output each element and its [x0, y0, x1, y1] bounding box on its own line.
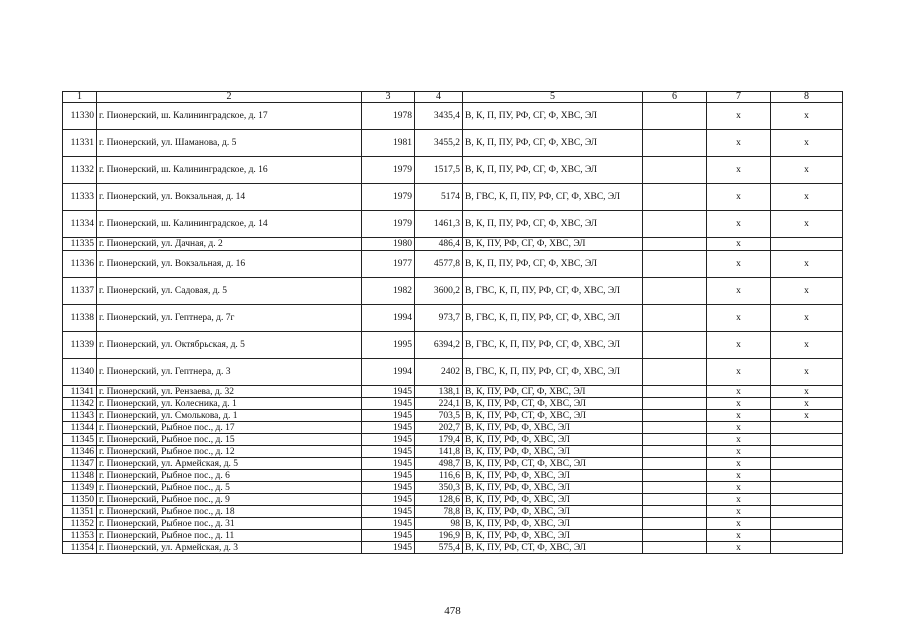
area-cell: 350,3	[415, 482, 463, 494]
year-cell: 1945	[362, 482, 415, 494]
address-cell: г. Пионерский, Рыбное пос., д. 15	[97, 434, 362, 446]
services-cell: В, К, ПУ, РФ, Ф, ХВС, ЭЛ	[463, 422, 643, 434]
address-cell: г. Пионерский, ул. Армейская, д. 5	[97, 458, 362, 470]
column-6-cell	[643, 359, 707, 386]
services-cell: В, К, П, ПУ, РФ, СГ, Ф, ХВС, ЭЛ	[463, 103, 643, 130]
row-id-cell: 11344	[63, 422, 97, 434]
table-row	[63, 422, 843, 434]
area-cell: 128,6	[415, 494, 463, 506]
address-cell: г. Пионерский, Рыбное пос., д. 17	[97, 422, 362, 434]
column-6-cell	[643, 305, 707, 332]
column-8-cell: х	[771, 398, 843, 410]
area-cell: 575,4	[415, 542, 463, 554]
address-cell: г. Пионерский, Рыбное пос., д. 31	[97, 518, 362, 530]
area-cell: 78,8	[415, 506, 463, 518]
services-cell: В, К, ПУ, РФ, Ф, ХВС, ЭЛ	[463, 518, 643, 530]
header-cell: 6	[643, 92, 707, 103]
table-row	[63, 184, 843, 211]
column-6-cell	[643, 398, 707, 410]
column-7-cell: х	[707, 238, 771, 251]
table-row	[63, 386, 843, 398]
area-cell: 138,1	[415, 386, 463, 398]
column-7-cell: х	[707, 211, 771, 238]
column-8-cell: х	[771, 251, 843, 278]
column-7-cell: х	[707, 458, 771, 470]
address-cell: г. Пионерский, ул. Садовая, д. 5	[97, 278, 362, 305]
column-7-cell: х	[707, 530, 771, 542]
row-id-cell: 11347	[63, 458, 97, 470]
column-6-cell	[643, 530, 707, 542]
row-id-cell: 11341	[63, 386, 97, 398]
table-row	[63, 542, 843, 554]
column-7-cell: х	[707, 482, 771, 494]
year-cell: 1994	[362, 305, 415, 332]
register-table	[62, 91, 843, 554]
row-id-cell: 11334	[63, 211, 97, 238]
table-row	[63, 518, 843, 530]
header-cell: 1	[63, 92, 97, 103]
area-cell: 1461,3	[415, 211, 463, 238]
area-cell: 4577,8	[415, 251, 463, 278]
column-6-cell	[643, 386, 707, 398]
services-cell: В, К, ПУ, РФ, СГ, Ф, ХВС, ЭЛ	[463, 386, 643, 398]
column-6-cell	[643, 434, 707, 446]
column-8-cell: х	[771, 410, 843, 422]
header-cell: 7	[707, 92, 771, 103]
column-7-cell: х	[707, 157, 771, 184]
address-cell: г. Пионерский, ул. Смолькова, д. 1	[97, 410, 362, 422]
year-cell: 1994	[362, 359, 415, 386]
table-row	[63, 359, 843, 386]
services-cell: В, К, ПУ, РФ, СТ, Ф, ХВС, ЭЛ	[463, 542, 643, 554]
address-cell: г. Пионерский, Рыбное пос., д. 11	[97, 530, 362, 542]
row-id-cell: 11352	[63, 518, 97, 530]
column-8-cell	[771, 238, 843, 251]
address-cell: г. Пионерский, ш. Калининградское, д. 17	[97, 103, 362, 130]
services-cell: В, ГВС, К, П, ПУ, РФ, СГ, Ф, ХВС, ЭЛ	[463, 305, 643, 332]
services-cell: В, К, П, ПУ, РФ, СГ, Ф, ХВС, ЭЛ	[463, 211, 643, 238]
row-id-cell: 11335	[63, 238, 97, 251]
services-cell: В, К, ПУ, РФ, Ф, ХВС, ЭЛ	[463, 446, 643, 458]
area-cell: 116,6	[415, 470, 463, 482]
header-cell: 5	[463, 92, 643, 103]
year-cell: 1945	[362, 506, 415, 518]
table-row	[63, 506, 843, 518]
column-8-cell	[771, 422, 843, 434]
address-cell: г. Пионерский, ш. Калининградское, д. 14	[97, 211, 362, 238]
row-id-cell: 11346	[63, 446, 97, 458]
services-cell: В, К, П, ПУ, РФ, СГ, Ф, ХВС, ЭЛ	[463, 157, 643, 184]
table-row	[63, 470, 843, 482]
address-cell: г. Пионерский, ш. Калининградское, д. 16	[97, 157, 362, 184]
area-cell: 224,1	[415, 398, 463, 410]
address-cell: г. Пионерский, ул. Колесника, д. 1	[97, 398, 362, 410]
row-id-cell: 11343	[63, 410, 97, 422]
column-6-cell	[643, 332, 707, 359]
table-row	[63, 530, 843, 542]
column-6-cell	[643, 506, 707, 518]
address-cell: г. Пионерский, ул. Октябрьская, д. 5	[97, 332, 362, 359]
row-id-cell: 11332	[63, 157, 97, 184]
column-7-cell: х	[707, 434, 771, 446]
services-cell: В, К, ПУ, РФ, Ф, ХВС, ЭЛ	[463, 506, 643, 518]
year-cell: 1982	[362, 278, 415, 305]
column-8-cell	[771, 458, 843, 470]
year-cell: 1945	[362, 542, 415, 554]
row-id-cell: 11339	[63, 332, 97, 359]
row-id-cell: 11336	[63, 251, 97, 278]
column-8-cell	[771, 470, 843, 482]
services-cell: В, ГВС, К, П, ПУ, РФ, СГ, Ф, ХВС, ЭЛ	[463, 278, 643, 305]
row-id-cell: 11349	[63, 482, 97, 494]
year-cell: 1945	[362, 410, 415, 422]
row-id-cell: 11338	[63, 305, 97, 332]
area-cell: 98	[415, 518, 463, 530]
area-cell: 5174	[415, 184, 463, 211]
table-row	[63, 130, 843, 157]
column-7-cell: х	[707, 506, 771, 518]
year-cell: 1945	[362, 458, 415, 470]
services-cell: В, К, П, ПУ, РФ, СГ, Ф, ХВС, ЭЛ	[463, 130, 643, 157]
area-cell: 141,8	[415, 446, 463, 458]
column-6-cell	[643, 446, 707, 458]
table-row	[63, 458, 843, 470]
header-cell: 8	[771, 92, 843, 103]
row-id-cell: 11350	[63, 494, 97, 506]
column-6-cell	[643, 470, 707, 482]
services-cell: В, К, ПУ, РФ, СГ, Ф, ХВС, ЭЛ	[463, 238, 643, 251]
area-cell: 179,4	[415, 434, 463, 446]
area-cell: 703,5	[415, 410, 463, 422]
area-cell: 973,7	[415, 305, 463, 332]
row-id-cell: 11340	[63, 359, 97, 386]
row-id-cell: 11345	[63, 434, 97, 446]
services-cell: В, ГВС, К, П, ПУ, РФ, СГ, Ф, ХВС, ЭЛ	[463, 359, 643, 386]
column-8-cell	[771, 506, 843, 518]
row-id-cell: 11348	[63, 470, 97, 482]
column-6-cell	[643, 251, 707, 278]
area-cell: 486,4	[415, 238, 463, 251]
column-7-cell: х	[707, 542, 771, 554]
area-cell: 2402	[415, 359, 463, 386]
column-7-cell: х	[707, 359, 771, 386]
page-number: 478	[444, 605, 461, 617]
services-cell: В, К, ПУ, РФ, Ф, ХВС, ЭЛ	[463, 434, 643, 446]
table-row	[63, 332, 843, 359]
table-row	[63, 482, 843, 494]
year-cell: 1945	[362, 398, 415, 410]
column-6-cell	[643, 211, 707, 238]
column-7-cell: х	[707, 470, 771, 482]
header-row	[63, 92, 843, 103]
column-6-cell	[643, 518, 707, 530]
services-cell: В, К, П, ПУ, РФ, СГ, Ф, ХВС, ЭЛ	[463, 251, 643, 278]
column-8-cell	[771, 434, 843, 446]
column-8-cell: х	[771, 103, 843, 130]
column-6-cell	[643, 238, 707, 251]
column-6-cell	[643, 103, 707, 130]
address-cell: г. Пионерский, ул. Вокзальная, д. 14	[97, 184, 362, 211]
column-7-cell: х	[707, 518, 771, 530]
table-row	[63, 305, 843, 332]
column-7-cell: х	[707, 410, 771, 422]
services-cell: В, ГВС, К, П, ПУ, РФ, СГ, Ф, ХВС, ЭЛ	[463, 332, 643, 359]
column-8-cell: х	[771, 130, 843, 157]
column-6-cell	[643, 494, 707, 506]
row-id-cell: 11330	[63, 103, 97, 130]
services-cell: В, К, ПУ, РФ, Ф, ХВС, ЭЛ	[463, 530, 643, 542]
column-7-cell: х	[707, 103, 771, 130]
column-7-cell: х	[707, 305, 771, 332]
column-7-cell: х	[707, 332, 771, 359]
services-cell: В, К, ПУ, РФ, СТ, Ф, ХВС, ЭЛ	[463, 398, 643, 410]
column-8-cell: х	[771, 386, 843, 398]
row-id-cell: 11351	[63, 506, 97, 518]
year-cell: 1945	[362, 470, 415, 482]
header-cell: 3	[362, 92, 415, 103]
year-cell: 1979	[362, 211, 415, 238]
year-cell: 1977	[362, 251, 415, 278]
area-cell: 3600,2	[415, 278, 463, 305]
year-cell: 1981	[362, 130, 415, 157]
year-cell: 1979	[362, 157, 415, 184]
address-cell: г. Пионерский, ул. Вокзальная, д. 16	[97, 251, 362, 278]
address-cell: г. Пионерский, Рыбное пос., д. 9	[97, 494, 362, 506]
column-7-cell: х	[707, 278, 771, 305]
column-7-cell: х	[707, 398, 771, 410]
area-cell: 1517,5	[415, 157, 463, 184]
table-row	[63, 157, 843, 184]
column-8-cell: х	[771, 305, 843, 332]
year-cell: 1978	[362, 103, 415, 130]
year-cell: 1945	[362, 386, 415, 398]
year-cell: 1995	[362, 332, 415, 359]
row-id-cell: 11333	[63, 184, 97, 211]
address-cell: г. Пионерский, ул. Гептнера, д. 3	[97, 359, 362, 386]
services-cell: В, К, ПУ, РФ, Ф, ХВС, ЭЛ	[463, 494, 643, 506]
column-8-cell	[771, 446, 843, 458]
column-6-cell	[643, 410, 707, 422]
services-cell: В, К, ПУ, РФ, Ф, ХВС, ЭЛ	[463, 470, 643, 482]
area-cell: 3455,2	[415, 130, 463, 157]
column-7-cell: х	[707, 130, 771, 157]
column-8-cell	[771, 494, 843, 506]
table-row	[63, 103, 843, 130]
services-cell: В, К, ПУ, РФ, СТ, Ф, ХВС, ЭЛ	[463, 458, 643, 470]
table-row	[63, 446, 843, 458]
year-cell: 1945	[362, 530, 415, 542]
column-7-cell: х	[707, 446, 771, 458]
row-id-cell: 11353	[63, 530, 97, 542]
address-cell: г. Пионерский, ул. Гептнера, д. 7г	[97, 305, 362, 332]
column-6-cell	[643, 482, 707, 494]
address-cell: г. Пионерский, Рыбное пос., д. 12	[97, 446, 362, 458]
table-row	[63, 238, 843, 251]
column-8-cell	[771, 530, 843, 542]
row-id-cell: 11342	[63, 398, 97, 410]
area-cell: 3435,4	[415, 103, 463, 130]
column-8-cell: х	[771, 184, 843, 211]
row-id-cell: 11331	[63, 130, 97, 157]
row-id-cell: 11354	[63, 542, 97, 554]
table-row	[63, 211, 843, 238]
column-6-cell	[643, 542, 707, 554]
column-8-cell	[771, 482, 843, 494]
column-8-cell	[771, 542, 843, 554]
column-8-cell: х	[771, 278, 843, 305]
table-row	[63, 494, 843, 506]
address-cell: г. Пионерский, Рыбное пос., д. 18	[97, 506, 362, 518]
table-row	[63, 278, 843, 305]
column-6-cell	[643, 422, 707, 434]
year-cell: 1979	[362, 184, 415, 211]
column-8-cell: х	[771, 211, 843, 238]
table-row	[63, 251, 843, 278]
column-7-cell: х	[707, 184, 771, 211]
column-6-cell	[643, 184, 707, 211]
column-6-cell	[643, 157, 707, 184]
column-7-cell: х	[707, 386, 771, 398]
table-body	[63, 103, 843, 554]
area-cell: 196,9	[415, 530, 463, 542]
services-cell: В, ГВС, К, П, ПУ, РФ, СГ, Ф, ХВС, ЭЛ	[463, 184, 643, 211]
table-row	[63, 398, 843, 410]
area-cell: 202,7	[415, 422, 463, 434]
address-cell: г. Пионерский, Рыбное пос., д. 6	[97, 470, 362, 482]
column-6-cell	[643, 458, 707, 470]
year-cell: 1945	[362, 422, 415, 434]
column-8-cell	[771, 518, 843, 530]
area-cell: 6394,2	[415, 332, 463, 359]
address-cell: г. Пионерский, Рыбное пос., д. 5	[97, 482, 362, 494]
year-cell: 1945	[362, 518, 415, 530]
address-cell: г. Пионерский, ул. Армейская, д. 3	[97, 542, 362, 554]
column-6-cell	[643, 130, 707, 157]
address-cell: г. Пионерский, ул. Дачная, д. 2	[97, 238, 362, 251]
area-cell: 498,7	[415, 458, 463, 470]
column-8-cell: х	[771, 359, 843, 386]
services-cell: В, К, ПУ, РФ, СТ, Ф, ХВС, ЭЛ	[463, 410, 643, 422]
column-7-cell: х	[707, 494, 771, 506]
address-cell: г. Пионерский, ул. Шаманова, д. 5	[97, 130, 362, 157]
table-row	[63, 410, 843, 422]
column-8-cell: х	[771, 157, 843, 184]
column-6-cell	[643, 278, 707, 305]
row-id-cell: 11337	[63, 278, 97, 305]
year-cell: 1980	[362, 238, 415, 251]
year-cell: 1945	[362, 494, 415, 506]
column-7-cell: х	[707, 422, 771, 434]
year-cell: 1945	[362, 434, 415, 446]
column-7-cell: х	[707, 251, 771, 278]
header-cell: 4	[415, 92, 463, 103]
column-8-cell: х	[771, 332, 843, 359]
services-cell: В, К, ПУ, РФ, Ф, ХВС, ЭЛ	[463, 482, 643, 494]
table-row	[63, 434, 843, 446]
year-cell: 1945	[362, 446, 415, 458]
header-cell: 2	[97, 92, 362, 103]
address-cell: г. Пионерский, ул. Рензаева, д. 32	[97, 386, 362, 398]
